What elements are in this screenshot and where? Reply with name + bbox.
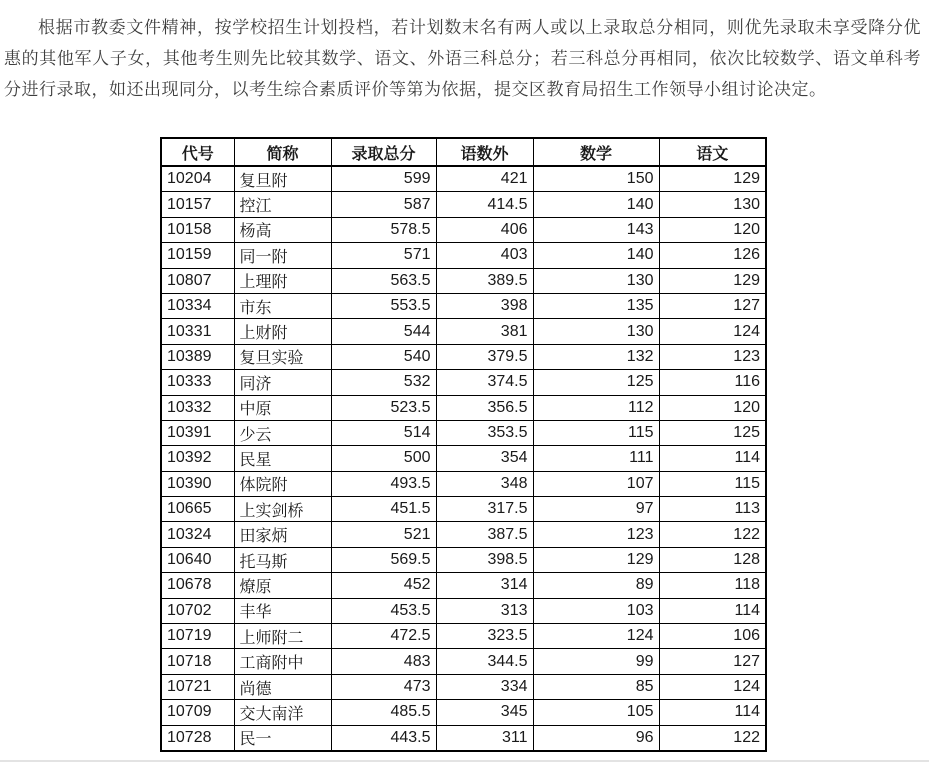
table-cell: 345 bbox=[436, 700, 533, 725]
table-cell: 复旦实验 bbox=[234, 344, 331, 369]
table-row bbox=[161, 522, 766, 547]
table-cell: 89 bbox=[533, 573, 659, 598]
table-cell: 521 bbox=[331, 522, 436, 547]
table-cell: 421 bbox=[436, 166, 533, 192]
table-cell: 123 bbox=[533, 522, 659, 547]
table-cell: 10334 bbox=[161, 293, 234, 318]
table-cell: 126 bbox=[659, 243, 766, 268]
column-header: 代号 bbox=[161, 138, 234, 166]
table-cell: 10392 bbox=[161, 446, 234, 471]
table-cell: 348 bbox=[436, 471, 533, 496]
table-row bbox=[161, 624, 766, 649]
table-cell: 10391 bbox=[161, 420, 234, 445]
table-cell: 10390 bbox=[161, 471, 234, 496]
table-row bbox=[161, 217, 766, 242]
table-cell: 406 bbox=[436, 217, 533, 242]
table-cell: 10807 bbox=[161, 268, 234, 293]
table-cell: 132 bbox=[533, 344, 659, 369]
table-cell: 同济 bbox=[234, 370, 331, 395]
column-header: 录取总分 bbox=[331, 138, 436, 166]
table-cell: 111 bbox=[533, 446, 659, 471]
table-cell: 10709 bbox=[161, 700, 234, 725]
table-cell: 532 bbox=[331, 370, 436, 395]
table-row bbox=[161, 243, 766, 268]
table-cell: 473 bbox=[331, 674, 436, 699]
table-cell: 丰华 bbox=[234, 598, 331, 623]
table-cell: 10333 bbox=[161, 370, 234, 395]
table-cell: 398 bbox=[436, 293, 533, 318]
table-row bbox=[161, 649, 766, 674]
table-row bbox=[161, 497, 766, 522]
table-cell: 96 bbox=[533, 725, 659, 751]
table-cell: 复旦附 bbox=[234, 166, 331, 192]
column-header: 数学 bbox=[533, 138, 659, 166]
table-row bbox=[161, 471, 766, 496]
table-cell: 103 bbox=[533, 598, 659, 623]
table-cell: 323.5 bbox=[436, 624, 533, 649]
table-cell: 389.5 bbox=[436, 268, 533, 293]
table-cell: 10157 bbox=[161, 192, 234, 217]
column-header: 语文 bbox=[659, 138, 766, 166]
table-cell: 124 bbox=[659, 674, 766, 699]
table-cell: 120 bbox=[659, 395, 766, 420]
table-cell: 125 bbox=[533, 370, 659, 395]
table-cell: 10728 bbox=[161, 725, 234, 751]
intro-paragraph: 根据市教委文件精神，按学校招生计划投档，若计划数末名有两人或以上录取总分相同，则优先录取未享受降分优惠的其他军人子女，其他考生则先比较其数学、语文、外语三科总分；若三科总分再相同，依次比较数学、语文单科考分进行录取，如还出现同分，以考生综合素质评价等第为依据，提交区教育局招生工作领导小组讨论决定。 bbox=[4, 18, 921, 99]
table-row bbox=[161, 395, 766, 420]
table-row bbox=[161, 725, 766, 751]
table-cell: 10719 bbox=[161, 624, 234, 649]
table-cell: 10640 bbox=[161, 547, 234, 572]
table-row bbox=[161, 547, 766, 572]
table-cell: 少云 bbox=[234, 420, 331, 445]
table-cell: 599 bbox=[331, 166, 436, 192]
table-cell: 市东 bbox=[234, 293, 331, 318]
table-cell: 569.5 bbox=[331, 547, 436, 572]
table-cell: 托马斯 bbox=[234, 547, 331, 572]
table-cell: 523.5 bbox=[331, 395, 436, 420]
table-cell: 工商附中 bbox=[234, 649, 331, 674]
table-cell: 129 bbox=[659, 166, 766, 192]
table-cell: 403 bbox=[436, 243, 533, 268]
table-cell: 381 bbox=[436, 319, 533, 344]
table-cell: 129 bbox=[659, 268, 766, 293]
table-cell: 443.5 bbox=[331, 725, 436, 751]
table-cell: 114 bbox=[659, 598, 766, 623]
table-row bbox=[161, 446, 766, 471]
column-header: 语数外 bbox=[436, 138, 533, 166]
table-cell: 10721 bbox=[161, 674, 234, 699]
table-cell: 控江 bbox=[234, 192, 331, 217]
table-cell: 514 bbox=[331, 420, 436, 445]
table-cell: 128 bbox=[659, 547, 766, 572]
table-header-row bbox=[161, 138, 766, 166]
table-cell: 民一 bbox=[234, 725, 331, 751]
table-cell: 107 bbox=[533, 471, 659, 496]
table-cell: 民星 bbox=[234, 446, 331, 471]
table-cell: 120 bbox=[659, 217, 766, 242]
table-cell: 483 bbox=[331, 649, 436, 674]
table-cell: 544 bbox=[331, 319, 436, 344]
table-row bbox=[161, 344, 766, 369]
table-row bbox=[161, 370, 766, 395]
table-cell: 414.5 bbox=[436, 192, 533, 217]
table-cell: 10158 bbox=[161, 217, 234, 242]
table-cell: 10159 bbox=[161, 243, 234, 268]
table-cell: 127 bbox=[659, 649, 766, 674]
table-cell: 105 bbox=[533, 700, 659, 725]
table-cell: 578.5 bbox=[331, 217, 436, 242]
table-cell: 500 bbox=[331, 446, 436, 471]
table-cell: 106 bbox=[659, 624, 766, 649]
table-cell: 124 bbox=[533, 624, 659, 649]
table-cell: 354 bbox=[436, 446, 533, 471]
table-cell: 10204 bbox=[161, 166, 234, 192]
table-cell: 上理附 bbox=[234, 268, 331, 293]
table-cell: 交大南洋 bbox=[234, 700, 331, 725]
table-row bbox=[161, 192, 766, 217]
table-cell: 130 bbox=[659, 192, 766, 217]
column-header: 简称 bbox=[234, 138, 331, 166]
table-row bbox=[161, 573, 766, 598]
table-cell: 140 bbox=[533, 243, 659, 268]
table-cell: 123 bbox=[659, 344, 766, 369]
table-cell: 99 bbox=[533, 649, 659, 674]
table-cell: 116 bbox=[659, 370, 766, 395]
table-row bbox=[161, 319, 766, 344]
table-row bbox=[161, 700, 766, 725]
table-cell: 127 bbox=[659, 293, 766, 318]
table-cell: 燎原 bbox=[234, 573, 331, 598]
table-cell: 同一附 bbox=[234, 243, 331, 268]
table-body bbox=[161, 166, 766, 751]
table-cell: 452 bbox=[331, 573, 436, 598]
table-cell: 上实剑桥 bbox=[234, 497, 331, 522]
table-cell: 118 bbox=[659, 573, 766, 598]
table-cell: 10331 bbox=[161, 319, 234, 344]
table-cell: 314 bbox=[436, 573, 533, 598]
table-cell: 杨高 bbox=[234, 217, 331, 242]
table-cell: 124 bbox=[659, 319, 766, 344]
table-cell: 10332 bbox=[161, 395, 234, 420]
table-cell: 398.5 bbox=[436, 547, 533, 572]
table-row bbox=[161, 674, 766, 699]
table-cell: 田家炳 bbox=[234, 522, 331, 547]
table-cell: 112 bbox=[533, 395, 659, 420]
table-cell: 334 bbox=[436, 674, 533, 699]
table-cell: 114 bbox=[659, 446, 766, 471]
table-cell: 387.5 bbox=[436, 522, 533, 547]
table-cell: 10389 bbox=[161, 344, 234, 369]
table-cell: 97 bbox=[533, 497, 659, 522]
table-cell: 563.5 bbox=[331, 268, 436, 293]
table-cell: 451.5 bbox=[331, 497, 436, 522]
table-cell: 353.5 bbox=[436, 420, 533, 445]
table-row bbox=[161, 420, 766, 445]
table-cell: 135 bbox=[533, 293, 659, 318]
table-cell: 122 bbox=[659, 522, 766, 547]
table-cell: 129 bbox=[533, 547, 659, 572]
table-cell: 540 bbox=[331, 344, 436, 369]
table-cell: 10324 bbox=[161, 522, 234, 547]
table-cell: 571 bbox=[331, 243, 436, 268]
table-cell: 尚德 bbox=[234, 674, 331, 699]
bottom-divider-line bbox=[0, 760, 929, 762]
table-cell: 356.5 bbox=[436, 395, 533, 420]
table-cell: 115 bbox=[533, 420, 659, 445]
table-cell: 114 bbox=[659, 700, 766, 725]
table-cell: 311 bbox=[436, 725, 533, 751]
table-cell: 344.5 bbox=[436, 649, 533, 674]
table-cell: 上财附 bbox=[234, 319, 331, 344]
table-cell: 374.5 bbox=[436, 370, 533, 395]
table-cell: 130 bbox=[533, 268, 659, 293]
table-row bbox=[161, 598, 766, 623]
table-cell: 485.5 bbox=[331, 700, 436, 725]
table-cell: 453.5 bbox=[331, 598, 436, 623]
table-cell: 493.5 bbox=[331, 471, 436, 496]
table-cell: 553.5 bbox=[331, 293, 436, 318]
table-cell: 317.5 bbox=[436, 497, 533, 522]
table-cell: 85 bbox=[533, 674, 659, 699]
table-cell: 115 bbox=[659, 471, 766, 496]
table-cell: 587 bbox=[331, 192, 436, 217]
table-cell: 122 bbox=[659, 725, 766, 751]
table-cell: 125 bbox=[659, 420, 766, 445]
table-cell: 10665 bbox=[161, 497, 234, 522]
table-cell: 10702 bbox=[161, 598, 234, 623]
table-cell: 体院附 bbox=[234, 471, 331, 496]
scores-table bbox=[160, 137, 767, 752]
table-cell: 379.5 bbox=[436, 344, 533, 369]
table-cell: 113 bbox=[659, 497, 766, 522]
table-cell: 上师附二 bbox=[234, 624, 331, 649]
table-row bbox=[161, 166, 766, 192]
table-row bbox=[161, 293, 766, 318]
table-row bbox=[161, 268, 766, 293]
table-cell: 143 bbox=[533, 217, 659, 242]
table-cell: 140 bbox=[533, 192, 659, 217]
table-cell: 150 bbox=[533, 166, 659, 192]
table-cell: 10678 bbox=[161, 573, 234, 598]
table-cell: 472.5 bbox=[331, 624, 436, 649]
table-cell: 10718 bbox=[161, 649, 234, 674]
table-cell: 313 bbox=[436, 598, 533, 623]
table-cell: 中原 bbox=[234, 395, 331, 420]
table-cell: 130 bbox=[533, 319, 659, 344]
table-header-row-group bbox=[161, 138, 766, 166]
